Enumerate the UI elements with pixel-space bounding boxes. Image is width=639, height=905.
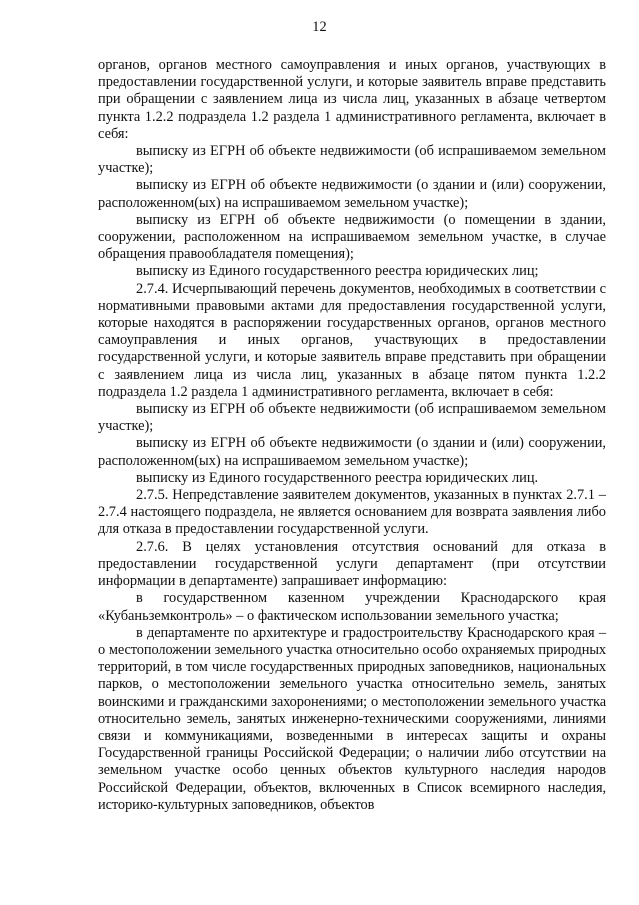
document-body [98, 57, 606, 814]
list-item-egrn-building: выписку из ЕГРН об объекте недвижимости (о здании и (или) сооружении, расположенном(ых) на испрашиваемом земельном участке); [98, 177, 606, 211]
list-item-egrul: выписку из Единого государственного реестра юридических лиц; [136, 263, 539, 280]
list-item-architecture-department: в департаменте по архитектуре и градостроительству Краснодарского края – о местоположении земельного участка относительно особо охраняемых природных территорий, в том числе государственных природных заповедников, национальных парков, о местоположении земельного участка относительно земель, занятых воинскими и гражданскими захоронениями; о местоположении земельного участка относительно земель, занятых инженерно-техническими сооружениями, линиями связи и коммуникациями, возведенными в интересах защиты и охраны Государственной границы Российской Федерации; о наличии либо отсутствии на земельном участке особо ценных объектов культурного наследия народов Российской Федерации, объектов, включенных в Список всемирного наследия, историко-культурных заповедников, объектов [98, 624, 606, 813]
clause-2-7-5: 2.7.5. Непредставление заявителем документов, указанных в пунктах 2.7.1 – 2.7.4 настоящего подраздела, не является основанием для возврата заявления либо для отказа в предоставлении государственной услуги. [98, 487, 606, 538]
clause-2-7-6: 2.7.6. В целях установления отсутствия оснований для отказа в предоставлении государственной услуги департамент (при отсутствии информации в департаменте) запрашивает информацию: [98, 538, 606, 590]
list-item-egrn-land: выписку из ЕГРН об объекте недвижимости (об испрашиваемом земельном участке); [98, 143, 606, 177]
list-item-egrn-premises: выписку из ЕГРН об объекте недвижимости (о помещении в здании, сооружении, расположенном на испрашиваемом земельном участке, в случае обращения правообладателя помещения); [98, 211, 606, 263]
page-number: 12 [312, 19, 327, 35]
list-item-egrul-2: выписку из Единого государственного реестра юридических лиц. [136, 469, 539, 486]
list-item-egrn-land-2: выписку из ЕГРН об объекте недвижимости (об испрашиваемом земельном участке); [98, 401, 606, 435]
paragraph-continuation: органов, органов местного самоуправления и иных органов, участвующих в предоставлении государственной услуги, и которые заявитель вправе представить при обращении с заявлением лица из числа лиц, указанных в абзаце четвертом пункта 1.2.2 подраздела 1.2 раздела 1 административного регламента, включает в себя: [98, 57, 606, 142]
list-item-kubanzemkontrol: в государственном казенном учреждении Краснодарского края «Кубаньземконтроль» – о фактическом использовании земельного участка; [98, 590, 606, 624]
clause-2-7-4: 2.7.4. Исчерпывающий перечень документов, необходимых в соответствии с нормативными правовыми актами для предоставления государственной услуги, которые находятся в распоряжении государственных органов, органов местного самоуправления и иных органов, участвующих в предоставлении государственной услуги, и которые заявитель вправе представить при обращении с заявлением лица из числа лиц, указанных в абзаце пятом пункта 1.2.2 подраздела 1.2 раздела 1 административного регламента, включает в себя: [98, 280, 606, 400]
list-item-egrn-building-2: выписку из ЕГРН об объекте недвижимости (о здании и (или) сооружении, расположенном(ых) на испрашиваемом земельном участке); [98, 435, 606, 469]
